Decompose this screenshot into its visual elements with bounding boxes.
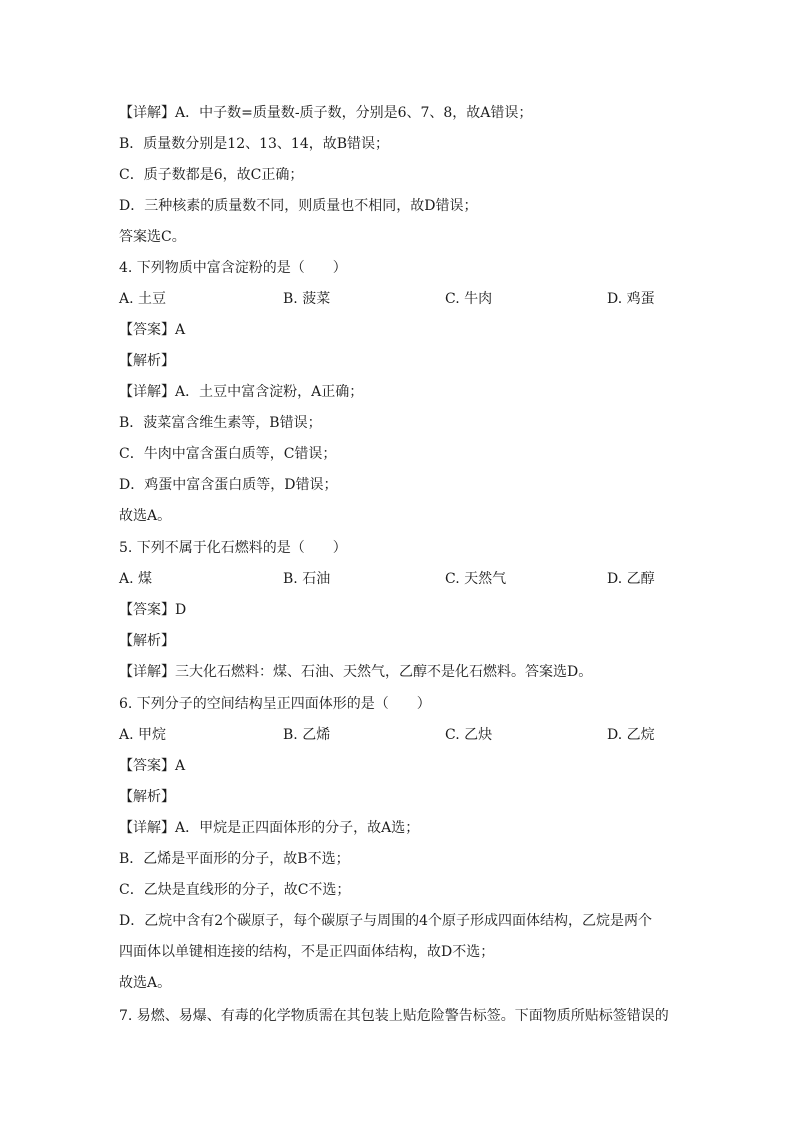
q3-detail-c: C．质子数都是6，故C正确； (119, 167, 304, 183)
q6-answer: 【答案】A (119, 758, 186, 774)
q4-answer: 【答案】A (119, 322, 186, 338)
q6-option-c: C. 乙炔 (445, 727, 493, 743)
q6-analysis-line: 四面体以单键相连接的结构，不是正四面体结构，故D不选； (119, 944, 495, 960)
q6-question: 6. 下列分子的空间结构呈正四面体形的是（ ） (119, 696, 431, 712)
q6-options (119, 725, 679, 745)
q6-analysis-line: 【详解】A．甲烷是正四面体形的分子，故A选； (119, 820, 420, 836)
q6-option-a: A. 甲烷 (119, 727, 167, 743)
q3-conclusion: 答案选C。 (119, 229, 186, 245)
q6-option-d: D. 乙烷 (607, 727, 655, 743)
q6-analysis-line: C．乙炔是直线形的分子，故C不选； (119, 882, 351, 898)
q4-analysis-line: B．菠菜富含维生素等，B错误； (119, 415, 322, 431)
q5-question: 5. 下列不属于化石燃料的是（ ） (119, 540, 347, 556)
q5-option-b: B. 石油 (283, 571, 331, 587)
q7-question: 7. 易燃、易爆、有毒的化学物质需在其包装上贴危险警告标签。下面物质所贴标签错误的 (119, 1008, 669, 1024)
q5-answer: 【答案】D (119, 602, 187, 618)
q6-analysis-line: B．乙烯是平面形的分子，故B不选； (119, 851, 350, 867)
q5-option-a: A. 煤 (119, 571, 153, 587)
q3-detail-d: D．三种核素的质量数不同，则质量也不相同，故D错误； (119, 198, 478, 214)
q4-option-d: D. 鸡蛋 (607, 291, 655, 307)
q5-analysis-line: 【详解】三大化石燃料：煤、石油、天然气，乙醇不是化石燃料。答案选D。 (119, 664, 593, 680)
q5-analysis-title: 【解析】 (119, 633, 175, 649)
q3-detail-b: B．质量数分别是12、13、14，故B错误； (119, 136, 390, 152)
q4-analysis-line: 【详解】A．土豆中富含淀粉，A正确； (119, 384, 364, 400)
q5-option-d: D. 乙醇 (607, 571, 655, 587)
q4-analysis-title: 【解析】 (119, 353, 175, 369)
q6-option-b: B. 乙烯 (283, 727, 331, 743)
q4-option-a: A. 土豆 (119, 291, 167, 307)
q6-analysis-title: 【解析】 (119, 789, 175, 805)
q4-option-c: C. 牛肉 (445, 291, 493, 307)
q3-detail-a: 【详解】A．中子数=质量数-质子数，分别是6、7、8，故A错误； (119, 105, 533, 121)
q4-options (119, 289, 679, 309)
q4-analysis-line: 故选A。 (119, 508, 172, 524)
q5-options (119, 569, 679, 589)
q4-analysis-line: D．鸡蛋中富含蛋白质等，D错误； (119, 477, 338, 493)
q4-option-b: B. 菠菜 (283, 291, 331, 307)
q5-option-c: C. 天然气 (445, 571, 507, 587)
q4-analysis-line: C．牛肉中富含蛋白质等，C错误； (119, 446, 337, 462)
q4-question: 4. 下列物质中富含淀粉的是（ ） (119, 260, 347, 276)
q6-analysis-line: D．乙烷中含有2个碳原子，每个碳原子与周围的4个原子形成四面体结构，乙烷是两个 (119, 913, 653, 929)
q6-analysis-line: 故选A。 (119, 975, 172, 991)
